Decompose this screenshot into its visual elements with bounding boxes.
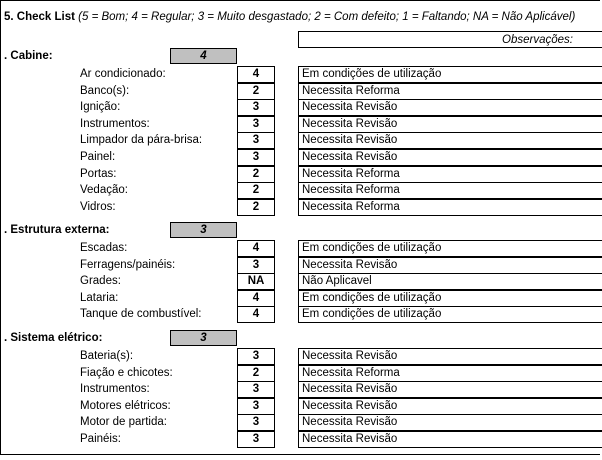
item-label: Painéis: — [80, 433, 121, 445]
item-label: Fiação e chicotes: — [80, 367, 173, 379]
item-score-cell: 2 — [237, 199, 275, 216]
item-label: Ignição: — [80, 101, 121, 113]
checklist-title: 5. Check List — [4, 11, 75, 23]
item-score-cell: 2 — [237, 182, 275, 199]
item-observation-cell: Necessita Reforma — [298, 166, 602, 183]
item-observation-cell: Necessita Revisão — [298, 116, 602, 133]
item-label: Vedação: — [80, 184, 128, 196]
item-score-cell: 2 — [237, 365, 275, 382]
item-score-cell: 3 — [237, 414, 275, 431]
item-label: Lataria: — [80, 292, 119, 304]
item-score-cell: 3 — [237, 257, 275, 274]
checklist-legend: (5 = Bom; 4 = Regular; 3 = Muito desgastado; 2 = Com defeito; 1 = Faltando; NA = Não Aplicável) — [78, 11, 576, 23]
item-observation-cell: Necessita Revisão — [298, 398, 602, 415]
section-label: . Sistema elétrico: — [4, 332, 103, 344]
item-observation-cell: Não Aplicavel — [298, 273, 602, 290]
item-observation-cell: Necessita Reforma — [298, 199, 602, 216]
checklist-title-line — [4, 11, 575, 23]
item-label: Painel: — [80, 151, 116, 163]
item-score-cell: 2 — [237, 166, 275, 183]
item-label: Bateria(s): — [80, 350, 134, 362]
item-label: Portas: — [80, 168, 117, 180]
item-score-cell: 3 — [237, 381, 275, 398]
item-observation-cell: Em condições de utilização — [298, 306, 602, 323]
item-observation-cell: Necessita Revisão — [298, 431, 602, 448]
item-label: Escadas: — [80, 242, 128, 254]
item-label: Vidros: — [80, 201, 116, 213]
item-observation-cell: Necessita Revisão — [298, 414, 602, 431]
item-score-cell: 4 — [237, 66, 275, 83]
item-score-cell: 3 — [237, 431, 275, 448]
item-score-cell: 4 — [237, 240, 275, 257]
item-observation-cell: Em condições de utilização — [298, 290, 602, 307]
item-observation-cell: Necessita Revisão — [298, 348, 602, 365]
item-observation-cell: Necessita Revisão — [298, 132, 602, 149]
item-label: Ferragens/painéis: — [80, 259, 176, 271]
item-label: Motores elétricos: — [80, 400, 171, 412]
section-score-cell: 3 — [170, 222, 237, 238]
item-label: Limpador da pára-brisa: — [80, 134, 203, 146]
item-observation-cell: Necessita Revisão — [298, 381, 602, 398]
item-score-cell: 2 — [237, 83, 275, 100]
item-score-cell: 3 — [237, 348, 275, 365]
section-label: . Cabine: — [4, 50, 53, 62]
item-observation-cell: Em condições de utilização — [298, 66, 602, 83]
item-score-cell: NA — [237, 273, 275, 290]
section-score-cell: 4 — [170, 48, 237, 64]
item-score-cell: 3 — [237, 149, 275, 166]
item-score-cell: 4 — [237, 290, 275, 307]
item-score-cell: 3 — [237, 132, 275, 149]
item-label: Instrumentos: — [80, 383, 150, 395]
item-label: Ar condicionado: — [80, 68, 166, 80]
item-observation-cell: Necessita Revisão — [298, 99, 602, 116]
item-score-cell: 3 — [237, 99, 275, 116]
section-label: . Estrutura externa: — [4, 224, 110, 236]
item-label: Motor de partida: — [80, 416, 167, 428]
item-observation-cell: Necessita Revisão — [298, 257, 602, 274]
item-score-cell: 4 — [237, 306, 275, 323]
item-score-cell: 3 — [237, 398, 275, 415]
item-label: Instrumentos: — [80, 118, 150, 130]
observations-label: Observações: — [502, 34, 573, 46]
item-observation-cell: Necessita Reforma — [298, 182, 602, 199]
item-label: Banco(s): — [80, 85, 130, 97]
section-score-cell: 3 — [170, 330, 237, 346]
item-observation-cell: Necessita Revisão — [298, 149, 602, 166]
item-observation-cell: Necessita Reforma — [298, 83, 602, 100]
item-score-cell: 3 — [237, 116, 275, 133]
item-observation-cell: Em condições de utilização — [298, 240, 602, 257]
item-observation-cell: Necessita Reforma — [298, 365, 602, 382]
item-label: Grades: — [80, 275, 121, 287]
item-label: Tanque de combustível: — [80, 308, 202, 320]
